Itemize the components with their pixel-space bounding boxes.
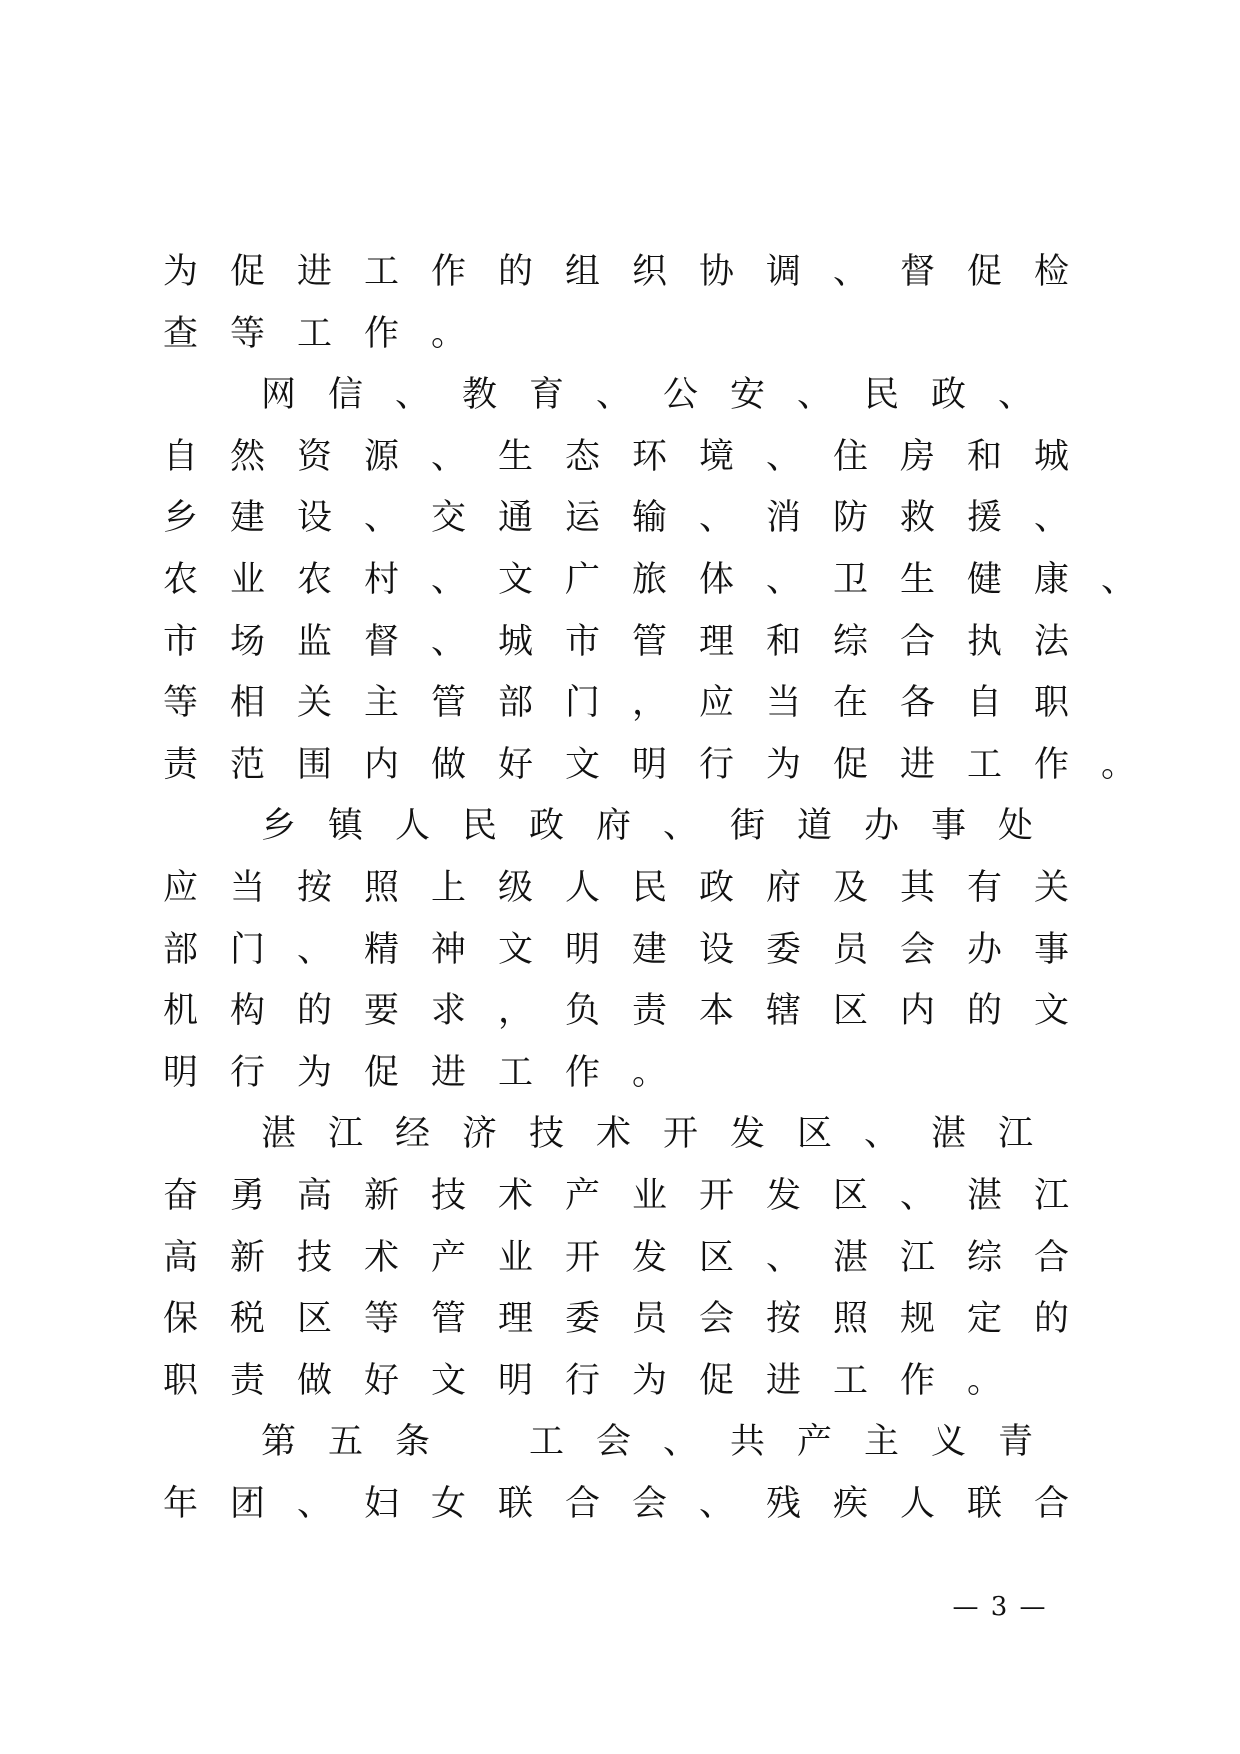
text-line: 等相关主管部门，应当在各自职 [163, 683, 1102, 724]
text-line: 农业农村、文广旅体、卫生健康、 [163, 559, 1169, 600]
paragraph-start-line: 网信、教育、公安、民政、 [261, 375, 1066, 416]
paragraph-start-line: 湛江经济技术开发区、湛江 [261, 1114, 1066, 1155]
article-heading-line: 第五条 工会、共产主义青 [261, 1422, 1066, 1463]
text-line: 职责做好文明行为促进工作。 [163, 1360, 1035, 1401]
text-line: 责范围内做好文明行为促进工作。 [163, 744, 1169, 785]
text-line: 部门、精神文明建设委员会办事 [163, 929, 1102, 970]
text-line: 明行为促进工作。 [163, 1052, 700, 1093]
text-line: 奋勇高新技术产业开发区、湛江 [163, 1175, 1102, 1216]
text-line: 市场监督、城市管理和综合执法 [163, 621, 1102, 662]
text-line: 高新技术产业开发区、湛江综合 [163, 1237, 1102, 1278]
text-line: 自然资源、生态环境、住房和城 [163, 436, 1102, 477]
text-line: 查等工作。 [163, 313, 499, 354]
document-body [163, 242, 1169, 1535]
text-line: 乡建设、交通运输、消防救援、 [163, 498, 1102, 539]
text-line: 年团、妇女联合会、残疾人联合 [163, 1483, 1102, 1524]
text-line: 为促进工作的组织协调、督促检 [163, 252, 1102, 292]
paragraph-start-line: 乡镇人民政府、街道办事处 [261, 806, 1066, 847]
text-line: 保税区等管理委员会按照规定的 [163, 1299, 1102, 1340]
text-line: 应当按照上级人民政府及其有关 [163, 867, 1102, 908]
page-number: — 3 — [952, 1592, 1048, 1622]
text-line: 机构的要求，负责本辖区内的文 [163, 991, 1102, 1032]
